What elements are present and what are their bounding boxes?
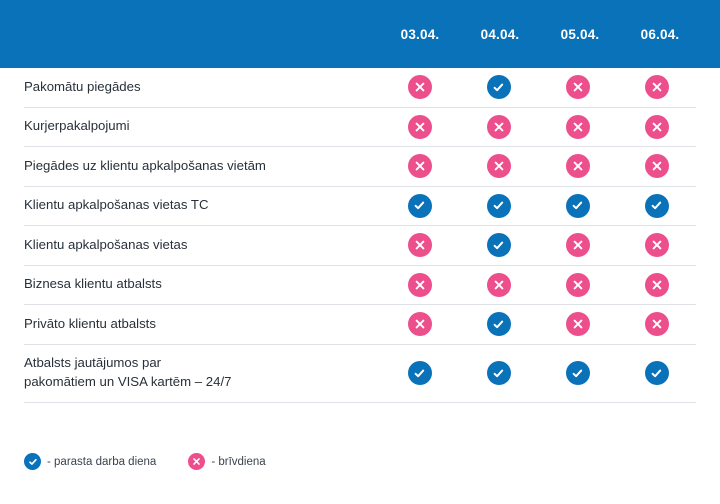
holiday-icon [487,273,511,297]
legend-item-holiday [188,453,265,470]
table-row [24,147,696,187]
status-cell [459,194,538,218]
row-label [24,354,380,391]
workday-icon [566,194,590,218]
workday-icon [408,194,432,218]
holiday-icon [566,233,590,257]
table-row [24,226,696,266]
row-label: Pakomātu piegādes [24,78,141,94]
row-label-line-1: Atbalsts jautājumos par [24,355,162,371]
status-cell [380,194,459,218]
holiday-icon [408,233,432,257]
row-label: Biznesa klientu atbalsts [24,276,162,292]
status-cell [538,273,617,297]
workday-icon [645,361,669,385]
header-date-4: 06.04. [640,26,680,42]
holiday-icon [645,115,669,139]
legend [24,453,266,470]
status-cell [380,75,459,99]
holiday-icon [487,154,511,178]
status-cell [538,75,617,99]
holiday-icon [645,154,669,178]
table-row [24,305,696,345]
holiday-icon [645,312,669,336]
header-date-3: 05.04. [560,26,600,42]
holiday-icon [645,233,669,257]
holiday-icon [408,115,432,139]
legend-item-workday [24,453,156,470]
status-cell [459,75,538,99]
row-label: Klientu apkalpošanas vietas TC [24,197,209,213]
status-cell [459,115,538,139]
row-label: Kurjerpakalpojumi [24,118,130,134]
status-cell [538,115,617,139]
status-cell [380,233,459,257]
status-cell [617,273,696,297]
workday-icon [487,75,511,99]
holiday-icon [408,273,432,297]
workday-icon [566,361,590,385]
workday-icon [487,194,511,218]
workday-icon [24,453,41,470]
workday-icon [645,194,669,218]
header-date-1: 03.04. [400,26,440,42]
status-cell [459,361,538,385]
status-cell [380,273,459,297]
legend-label-workday: - parasta darba diena [47,455,157,468]
holiday-icon [487,115,511,139]
table-row [24,187,696,227]
header-label-spacer [0,0,380,68]
status-cell [538,194,617,218]
status-cell [459,154,538,178]
workday-icon [408,361,432,385]
holiday-icon [408,312,432,336]
status-cell [459,273,538,297]
status-cell [538,233,617,257]
status-cell [459,233,538,257]
holiday-icon [408,154,432,178]
workday-icon [487,233,511,257]
table-header [0,0,720,68]
row-label: Privāto klientu atbalsts [24,315,156,331]
status-cell [538,312,617,336]
status-cell [538,154,617,178]
status-cell [380,361,459,385]
workday-icon [487,312,511,336]
row-label: Klientu apkalpošanas vietas [24,236,188,252]
status-cell [459,312,538,336]
table-row [24,345,696,403]
status-cell [617,154,696,178]
holiday-icon [566,115,590,139]
status-cell [617,312,696,336]
holiday-icon [566,312,590,336]
holiday-icon [566,154,590,178]
status-cell [617,194,696,218]
holiday-icon [188,453,205,470]
header-date-2: 04.04. [480,26,520,42]
status-cell [380,154,459,178]
holiday-icon [566,273,590,297]
workday-icon [487,361,511,385]
holiday-icon [408,75,432,99]
row-label-line-2: pakomātiem un VISA kartēm – 24/7 [24,374,232,389]
status-cell [617,361,696,385]
status-cell [380,312,459,336]
status-cell [538,361,617,385]
holiday-icon [645,273,669,297]
table-body [0,68,720,403]
table-row [24,68,696,108]
table-row [24,266,696,306]
status-cell [617,233,696,257]
status-cell [380,115,459,139]
holiday-icon [566,75,590,99]
table-row [24,108,696,148]
legend-label-holiday: - brīvdiena [211,455,266,468]
status-cell [617,75,696,99]
holiday-icon [645,75,669,99]
row-label: Piegādes uz klientu apkalpošanas vietām [24,157,266,173]
status-cell [617,115,696,139]
